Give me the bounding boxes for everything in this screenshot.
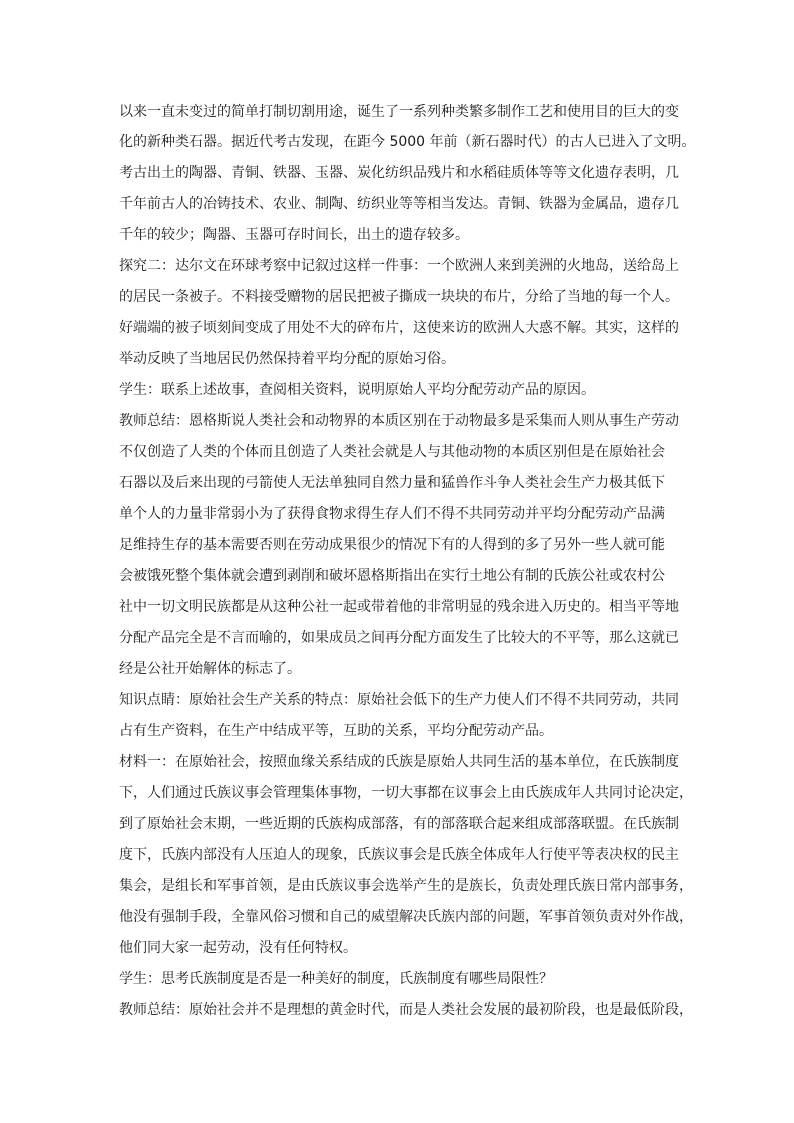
text-line: 千年的较少；陶器、玉器可存时间长，出土的遗存较多。: [119, 227, 469, 243]
text-line: 好端端的被子顷刻间变成了用处不大的碎布片，这使来访的欧洲人大惑不解。其实，这样的: [119, 320, 679, 336]
text-line: 经是公社开始解体的标志了。: [119, 661, 301, 677]
text-line: 度下，氏族内部没有人压迫人的现象，氏族议事会是氏族全体成年人行使平等表决权的民主: [119, 847, 679, 863]
text-line: 举动反映了当地居民仍然保持着平均分配的原始习俗。: [119, 351, 455, 367]
text-line: 学生：联系上述故事，查阅相关资料，说明原始人平均分配劳动产品的原因。: [119, 382, 595, 398]
text-line: 教师总结：恩格斯说人类社会和动物界的本质区别在于动物最多是采集而人则从事生产劳动: [119, 413, 679, 429]
text-line: 以来一直未变过的简单打制切割用途，诞生了一系列种类繁多制作工艺和使用目的巨大的变: [119, 104, 679, 120]
text-line: 的居民一条被子。不料接受赠物的居民把被子撕成一块块的布片，分给了当地的每一个人。: [119, 289, 679, 305]
text-line: 社中一切文明民族都是从这种公社一起或带着他的非常明显的残余进入历史的。相当平等地: [119, 599, 679, 615]
text-line: 下，人们通过氏族议事会管理集体事物，一切大事都在议事会上由氏族成年人共同讨论决定，: [119, 785, 693, 801]
text-line: 集会，是组长和军事首领，是由氏族议事会选举产生的是族长，负责处理氏族日常内部事务，: [119, 878, 693, 894]
text-line: 学生：思考氏族制度是否是一种美好的制度，氏族制度有哪些局限性？: [119, 971, 553, 987]
text-line: 考古出土的陶器、青铜、铁器、玉器、炭化纺织品残片和水稻硅质体等等文化遗存表明，几: [119, 165, 679, 181]
text-line: 不仅创造了人类的个体而且创造了人类社会就是人与其他动物的本质区别但是在原始社会: [119, 444, 665, 460]
text-line: 知识点睛：原始社会生产关系的特点：原始社会低下的生产力使人们不得不共同劳动，共同: [119, 692, 679, 708]
text-line: 占有生产资料，在生产中结成平等，互助的关系，平均分配劳动产品。: [119, 723, 553, 739]
text-line: 他们同大家一起劳动，没有任何特权。: [119, 940, 357, 956]
text-line: 他没有强制手段，全靠风俗习惯和自己的威望解决氏族内部的问题，军事首领负责对外作战，: [119, 909, 693, 925]
text-line: 探究二：达尔文在环球考察中记叙过这样一件事：一个欧洲人来到美洲的火地岛，送给岛上: [119, 258, 679, 274]
text-line: 材料一：在原始社会，按照血缘关系结成的氏族是原始人共同生活的基本单位，在氏族制度: [119, 754, 679, 770]
text-line: 千年前古人的冶铸技术、农业、制陶、纺织业等等相当发达。青铜、铁器为金属品，遗存几: [119, 196, 679, 212]
text-line: 会被饿死整个集体就会遭到剥削和破坏恩格斯指出在实行土地公有制的氏族公社或农村公: [119, 568, 665, 584]
text-line: 分配产品完全是不言而喻的，如果成员之间再分配方面发生了比较大的不平等，那么这就已: [119, 630, 679, 646]
text-line: 足维持生存的基本需要否则在劳动成果很少的情况下有的人得到的多了另外一些人就可能: [119, 537, 665, 553]
text-line: 教师总结：原始社会并不是理想的黄金时代，而是人类社会发展的最初阶段，也是最低阶段，: [119, 1002, 693, 1018]
text-line: 化的新种类石器。据近代考古发现，在距今 5000 年前（新石器时代）的古人已进入了文明。: [119, 134, 696, 150]
text-line: 石器以及后来出现的弓箭使人无法单独同自然力量和猛兽作斗争人类社会生产力极其低下: [119, 475, 665, 491]
text-line: 单个人的力量非常弱小为了获得食物求得生存人们不得不共同劳动并平均分配劳动产品满: [119, 506, 665, 522]
text-line: 到了原始社会末期，一些近期的氏族构成部落，有的部落联合起来组成部落联盟。在氏族制: [119, 816, 679, 832]
